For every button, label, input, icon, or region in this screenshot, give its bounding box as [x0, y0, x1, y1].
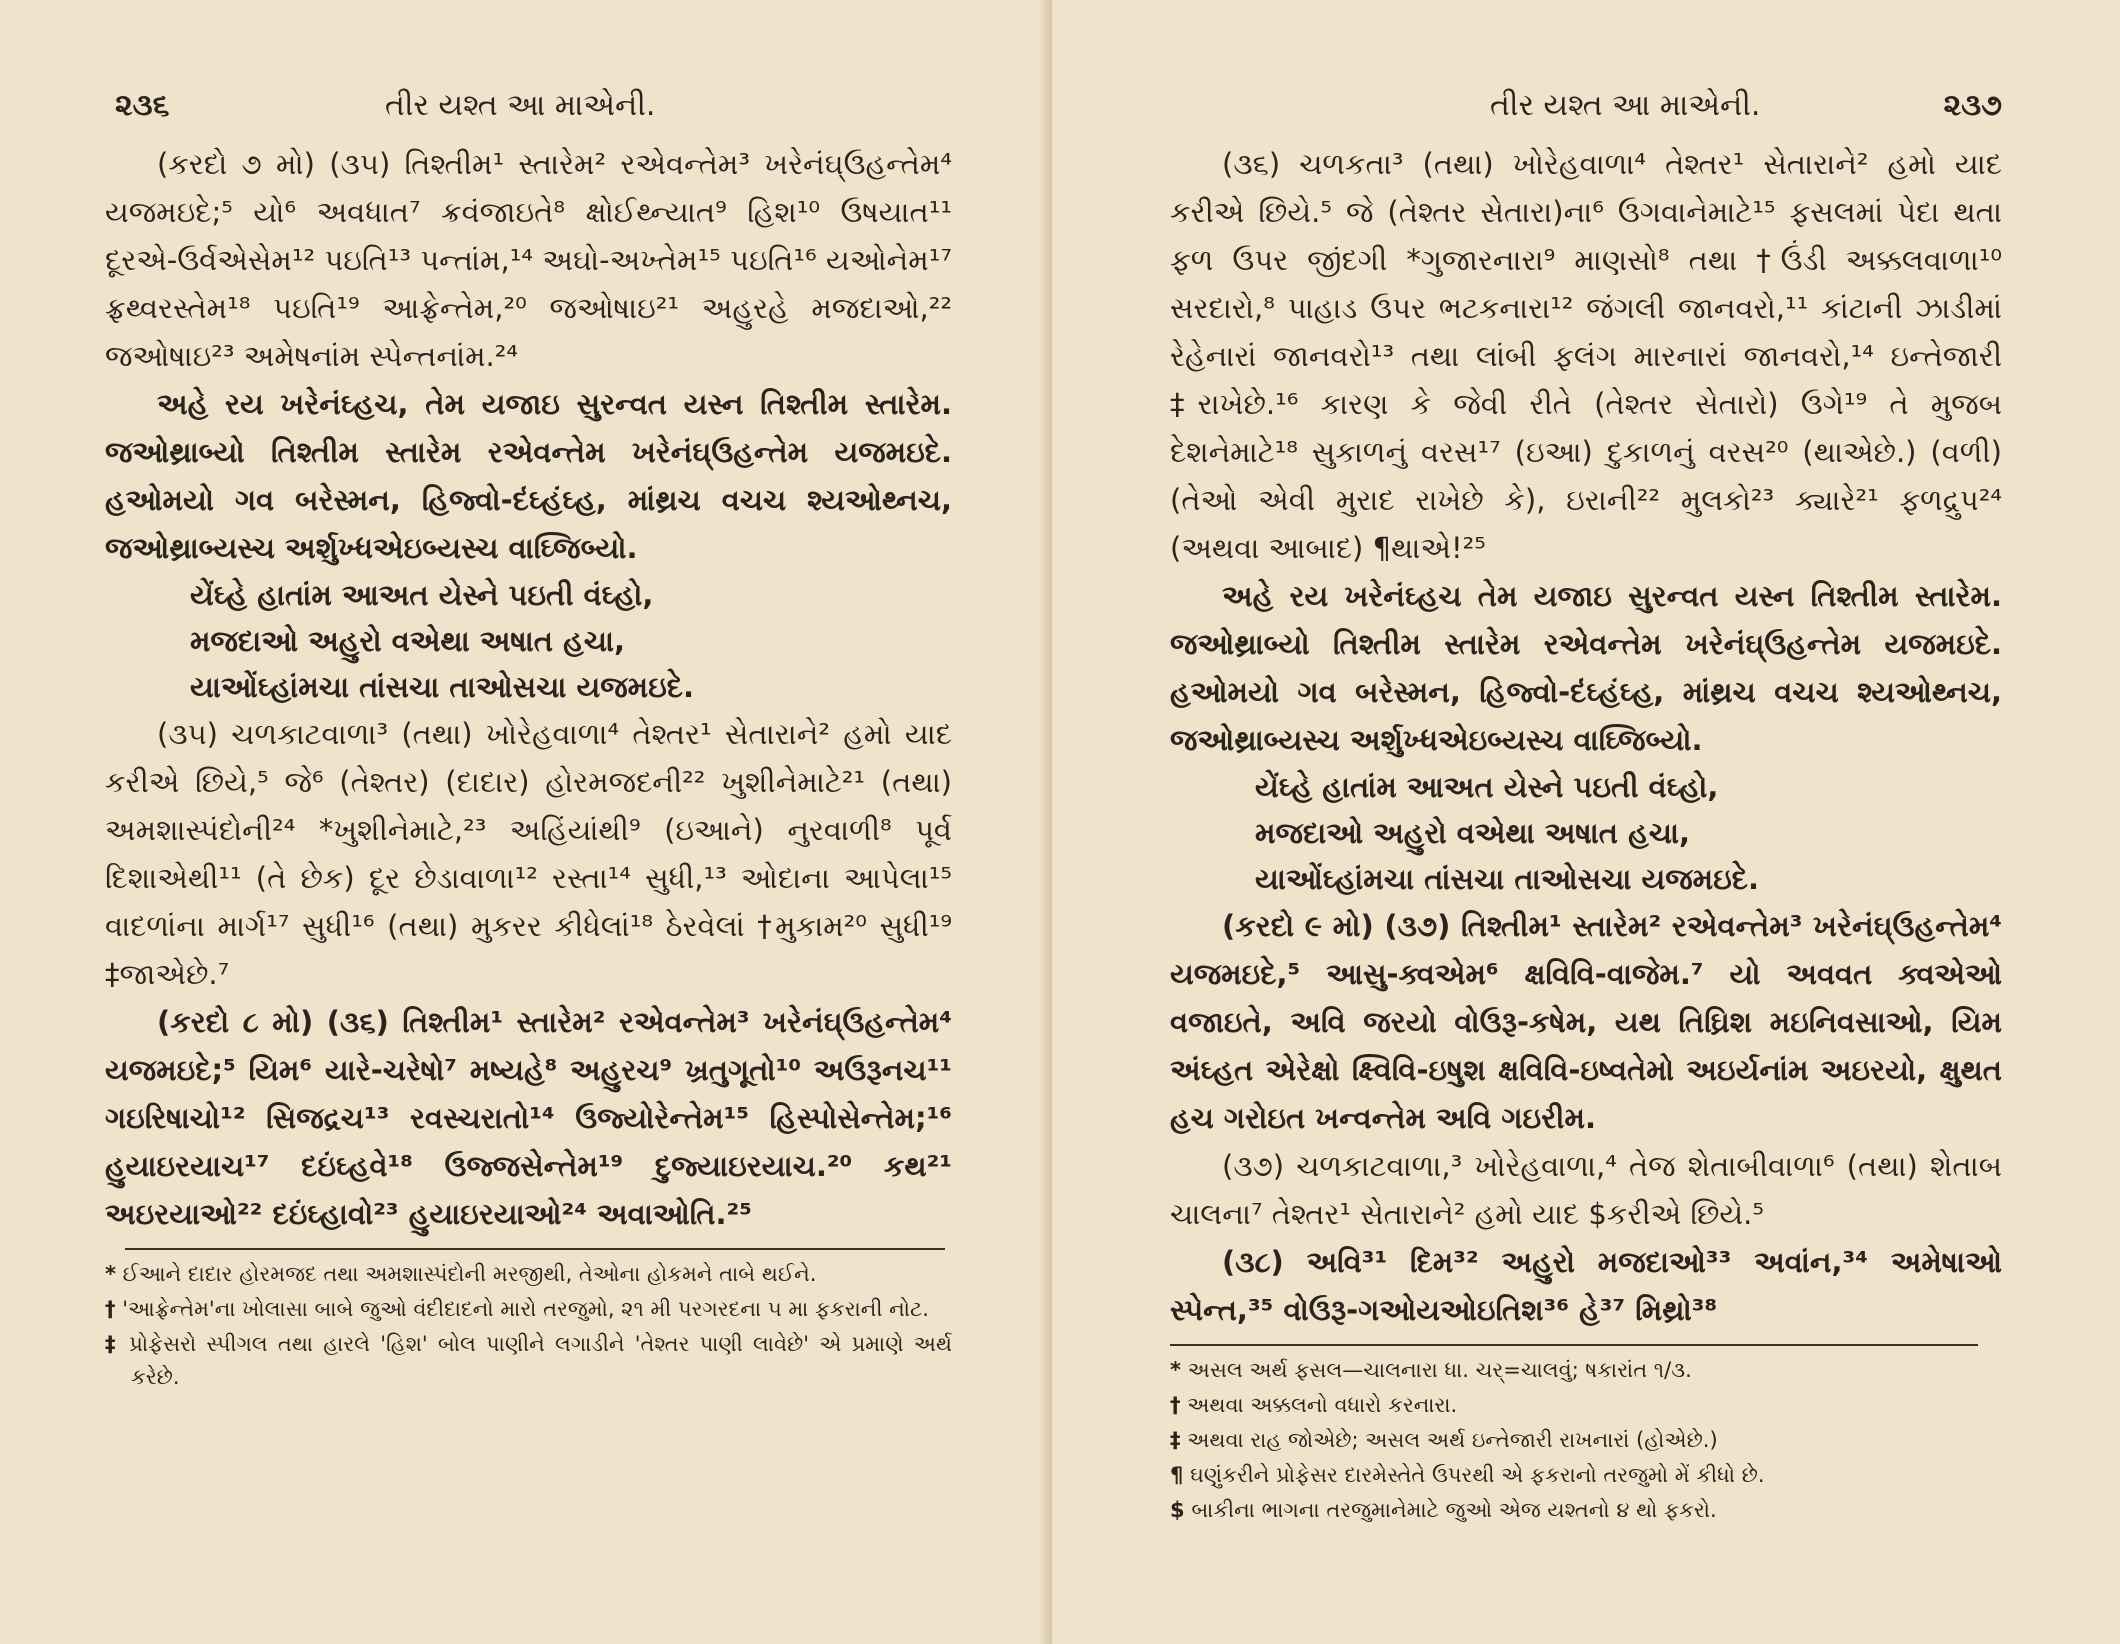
- left-para-4: (કરદો ૮ મો) (૩૬) તિશ્તીમ¹ સ્તારેમ² રએવન્તેમ³ ખરેનંઘ્ઉહન્તેમ⁴ યજમઇદે;⁵ યિમ⁶ યારે-ચરેષો⁷ મષ્યહે⁸ અહુરચ⁹ ખ્રતુગૂતો¹⁰ અઉરૂનચ¹¹ ગઇરિષાચો¹² સિજદ્રચ¹³ રવસ્ચરાતો¹⁴ ઉજ્યોરેન્તેમ¹⁵ હિસ્પોસેન્તેમ;¹⁶ હુયાઇરયાચ¹⁷ દઇંઘ્હવે¹⁸ ઉજ્જસેન્તેમ¹⁹ દુજ્યાઇરયાચ.²⁰ કથ²¹ અઇરયાઓ²² દઇંઘ્હાવો²³ હુયાઇરયાઓ²⁴ અવાઓતિ.²⁵: [105, 1005, 952, 1231]
- right-para-3: (કરદો ૯ મો) (૩૭) તિશ્તીમ¹ સ્તારેમ² રએવન્તેમ³ ખરેનંઘ્ઉહન્તેમ⁴ યજમઇદે,⁵ આસુ-ક્વએમ⁶ ક્ષવિવિ-વાજેમ.⁷ યો અવવત ક્વએઓ વજાઇતે, અવિ જરયો વોઉરૂ-કષેમ, યથ તિઘ્રિશ મઇનિવસાઓ, યિમ અંઘ્હત એરેક્ષો ક્ષ્વિવિ-ઇષુશ ક્ષવિવિ-ઇષ્વતેમો અઇર્યનાંમ અઇરયો, ક્ષુથત હચ ગરોઇત ખન્વન્તેમ અવિ ગઇરીમ.: [1170, 909, 2002, 1135]
- left-footnote: † 'આફ્રેન્તેમ'ના ખોલાસા બાબે જુઓ વંદીદાદનો મારો તરજુમો, ૨૧ મી પરગરદના ૫ મા ફકરાની નોટ.: [105, 1297, 929, 1321]
- left-para-3: (૩૫) ચળકાટવાળા³ (તથા) ખોરેહવાળા⁴ તેશ્તર¹ સેતારાને² હમો યાદ કરીએ છિયે,⁵ જે⁶ (તેશ્તર) (દાદાર) હોરમજદની²² ખુશીનેમાટે²¹ (તથા) અમશાસ્પંદોની²⁴ *ખુશીનેમાટે,²³ અહિંયાંથી⁹ (ઇઆને) નુરવાળી⁸ પૂર્વ દિશાએથી¹¹ (તે છેક) દૂર છેડાવાળા¹² રસ્તા¹⁴ સુધી,¹³ ઓદાના આપેલા¹⁵ વાદળાંના માર્ગ¹⁷ સુધી¹⁶ (તથા) મુકરર કીધેલાં¹⁸ ઠેરવેલાં †મુકામ²⁰ સુધી¹⁹ ‡જાએછે.⁷: [105, 717, 952, 991]
- left-footnote: ‡ પ્રોફેસરો સ્પીગલ તથા હારલે 'હિશ' બોલ પાણીને લગાડીને 'તેશ્તર પાણી લાવેછે' એ પ્રમાણે અર્થ કરેછે.: [105, 1332, 952, 1389]
- right-footnote: ‡ અથવા રાહ જોએછે; અસલ અર્થ ઇન્તેજારી રાખનારાં (હોએછે.): [1170, 1428, 1718, 1452]
- right-page: [1052, 0, 2120, 1644]
- left-running-head: [105, 80, 952, 140]
- right-para-2: અહે રય ખરેનંઘ્હચ તેમ યજાઇ સુરન્વત યસ્ન તિશ્તીમ સ્તારેમ. જઓથ્રાબ્યો તિશ્તીમ સ્તારેમ રએવન્તેમ ખરેનંઘ્ઉહન્તેમ યજમઇદે. હઓમયો ગવ બરેસ્મન, હિજ્વો-દંઘ્હંઘ્હ, માંથ્રચ વચચ શ્યઓથ્નચ, જઓથ્રાબ્યસ્ચ અર્શુખ્ધએઇબ્યસ્ચ વાઘ્જિબ્યો.: [1170, 579, 2002, 757]
- right-footnote: † અથવા અક્કલનો વધારો કરનારા.: [1170, 1393, 1458, 1417]
- left-page: [0, 0, 1052, 1644]
- right-running-head: [1170, 80, 2002, 140]
- right-running-title: તીર યશ્ત આ માએની.: [1490, 88, 1761, 123]
- left-running-title: તીર યશ્ત આ માએની.: [385, 88, 656, 123]
- left-verse-line: મજદાઓ અહુરો વએથા અષાત હચા,: [190, 624, 626, 658]
- right-page-number: ૨૩૭: [1943, 88, 2002, 123]
- right-verse-line: યાઓંઘ્હાંમચા તાંસચા તાઓસચા યજમઇદે.: [1255, 862, 1760, 896]
- left-para-1: (કરદો ૭ મો) (૩૫) તિશ્તીમ¹ સ્તારેમ² રએવન્તેમ³ ખરેનંઘ્ઉહન્તેમ⁴ યજમઇદે;⁵ યો⁶ અવધાત⁷ ક્રવંજાઇતે⁸ ક્ષોઈથ્ન્યાત⁹ હિશ¹⁰ ઉષયાત¹¹ દૂરએ-ઉર્વએસેમ¹² પઇતિ¹³ પન્તાંમ,¹⁴ અઘો-અખ્તેમ¹⁵ પઇતિ¹⁶ યઓનેમ¹⁷ ફ્રથ્વરસ્તેમ¹⁸ પઇતિ¹⁹ આફ્રેન્તેમ,²⁰ જઓષાઇ²¹ અહુરહે મજદાઓ,²² જઓષાઇ²³ અમેષનાંમ સ્પેન્તનાંમ.²⁴: [105, 147, 952, 373]
- right-verse-line: યેંઘ્હે હાતાંમ આઅત યેસ્ને પઇતી વંઘ્હો,: [1255, 770, 1719, 804]
- left-footnote: * ઈઆને દાદાર હોરમજદ તથા અમશાસ્પંદોની મરજીથી, તેઓના હોકમને તાબે થઈને.: [105, 1262, 817, 1286]
- left-page-number: ૨૩૬: [115, 88, 170, 123]
- right-footnote-rule: [1170, 1344, 1978, 1346]
- right-verse-line: મજદાઓ અહુરો વએથા અષાત હચા,: [1255, 816, 1691, 850]
- right-para-4: (૩૭) ચળકાટવાળા,³ ખોરેહવાળા,⁴ તેજ શેતાબીવાળા⁶ (તથા) શેતાબ ચાલના⁷ તેશ્તર¹ સેતારાને² હમો યાદ $કરીએ છિયે.⁵: [1170, 1149, 2002, 1231]
- left-verse-line: યાઓંઘ્હાંમચા તાંસચા તાઓસચા યજમઇદે.: [190, 670, 695, 704]
- right-footnote: $ બાકીના ભાગના તરજુમાનેમાટે જુઓ એજ યશ્તનો ૪ થો ફકરો.: [1170, 1498, 1717, 1522]
- left-para-2: અહે રય ખરેનંઘ્હચ, તેમ યજાઇ સુરન્વત યસ્ન તિશ્તીમ સ્તારેમ. જઓથ્રાબ્યો તિશ્તીમ સ્તારેમ રએવન્તેમ ખરેનંઘ્ઉહન્તેમ યજમઇદે. હઓમયો ગવ બરેસ્મન, હિજ્વો-દંઘ્હંઘ્હ, માંથ્રચ વચચ શ્યઓથ્નચ, જઓથ્રાબ્યસ્ચ અર્શુખ્ધએઇબ્યસ્ચ વાઘ્જિબ્યો.: [105, 387, 952, 565]
- right-para-1: (૩૬) ચળકતા³ (તથા) ખોરેહવાળા⁴ તેશ્તર¹ સેતારાને² હમો યાદ કરીએ છિયે.⁵ જે (તેશ્તર સેતારા)ના⁶ ઉગવાનેમાટે¹⁵ ફસલમાં પેદા થતા ફળ ઉપર જીંદગી *ગુજારનારા⁹ માણસો⁸ તથા †ઉંડી અક્કલવાળા¹⁰ સરદારો,⁸ પાહાડ ઉપર ભટકનારા¹² જંગલી જાનવરો,¹¹ કાંટાની ઝાડીમાં રેહેનારાં જાનવરો¹³ તથા લાંબી ફલંગ મારનારાં જાનવરો,¹⁴ ઇન્તેજારી ‡રાખેછે.¹⁶ કારણ કે જેવી રીતે (તેશ્તર સેતારો) ઉગે¹⁹ તે મુજબ દેશનેમાટે¹⁸ સુકાળનું વરસ¹⁷ (ઇઆ) દુકાળનું વરસ²⁰ (થાએછે.) (વળી) (તેઓ એવી મુરાદ રાખેછે કે), ઇરાની²² મુલકો²³ ક્યારે²¹ ફળદ્રુપ²⁴ (અથવા આબાદ) ¶થાએ!²⁵: [1170, 147, 2002, 565]
- right-para-5: (૩૮) અવિ³¹ દિમ³² અહુરો મજદાઓ³³ અવાંન,³⁴ અમેષાઓ સ્પેન્ત,³⁵ વોઉરૂ-ગઓયઓઇતિશ³⁶ હે³⁷ મિથ્રો³⁸: [1170, 1245, 2002, 1327]
- right-footnote: * અસલ અર્થ ફસલ—ચાલનારા ધા. ચર્=ચાલવું; ષકારાંત ૧/૩.: [1170, 1358, 1692, 1382]
- right-footnote: ¶ ઘણુંકરીને પ્રોફેસર દારમેસ્તેતે ઉપરથી એ ફકરાનો તરજુમો મેં કીધો છે.: [1170, 1463, 1765, 1487]
- left-verse-line: યેંઘ્હે હાતાંમ આઅત યેસ્ને પઇતી વંઘ્હો,: [190, 578, 654, 612]
- left-footnote-rule: [125, 1248, 945, 1250]
